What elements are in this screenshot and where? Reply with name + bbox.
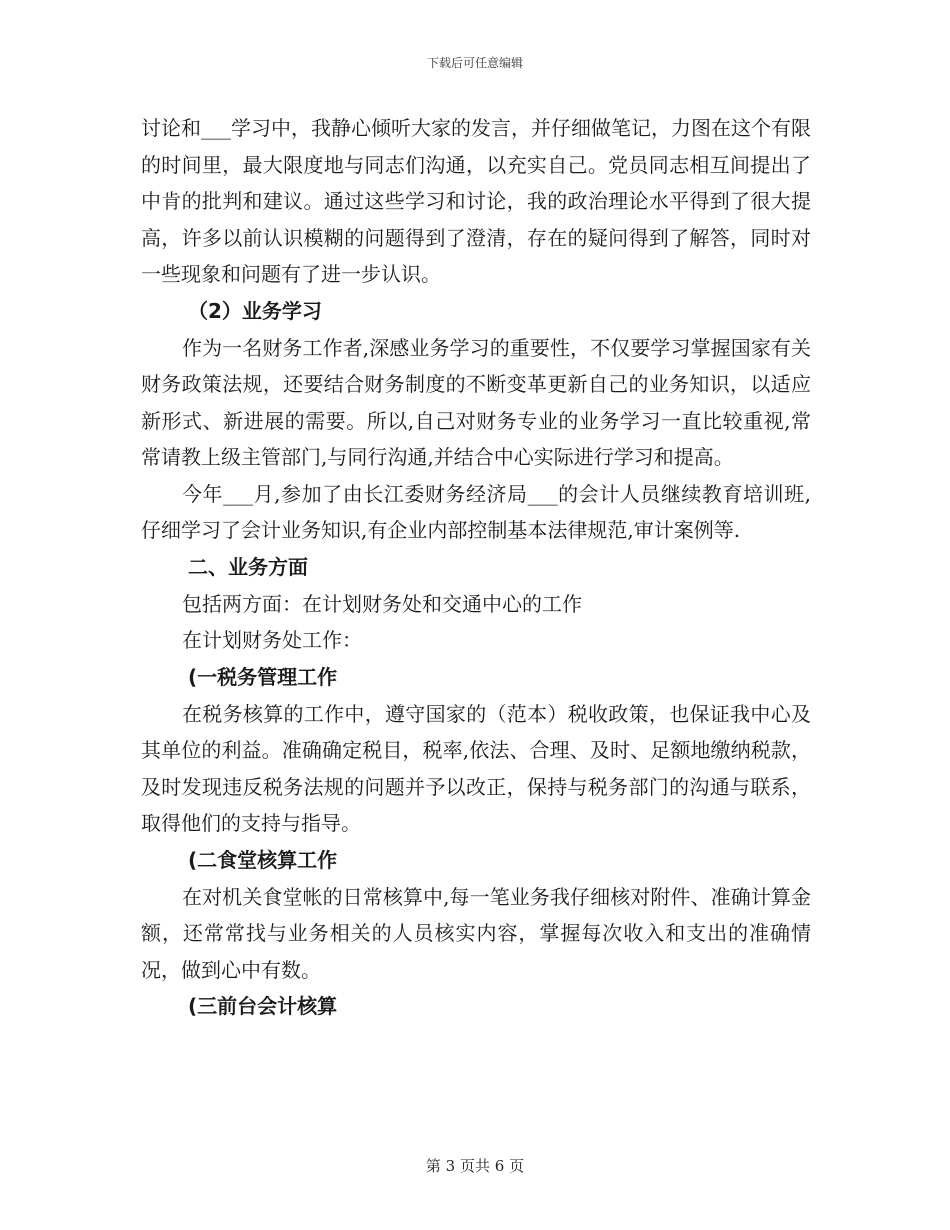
paragraph: 在税务核算的工作中，遵守国家的（范本）税收政策，也保证我中心及其单位的利益。准确确定税目，税率,依法、合理、及时、足额地缴纳税款，及时发现违反税务法规的问题并予以改正，保持与税务部门的沟通与联系，取得他们的支持与指导。 xyxy=(141,701,811,835)
paragraph: 在对机关食堂帐的日常核算中,每一笔业务我仔细核对附件、准确计算金额，还常常找与业务相关的人员核实内容，掌握每次收入和支出的准确情况，做到心中有数。 xyxy=(141,884,811,982)
paragraph: 在计划财务处工作： xyxy=(182,628,362,652)
section-heading: 二、业务方面 xyxy=(188,554,308,579)
page-footer: 第 3 页共 6 页 xyxy=(425,1157,525,1175)
subsection-heading: (一税务管理工作 xyxy=(188,664,338,689)
document-body xyxy=(141,110,811,1025)
paragraph: 包括两方面：在计划财务处和交通中心的工作 xyxy=(182,591,582,616)
paragraph: 作为一名财务工作者,深感业务学习的重要性，不仅要学习掌握国家有关财务政策法规，还要结合财务制度的不断变革更新自己的业务知识，以适应新形式、新进展的需要。所以,自己对财务专业的业务学习一直比较重视,常常请教上级主管部门,与同行沟通,并结合中心实际进行学习和提高。 xyxy=(141,335,811,469)
page-header: 下载后可任意编辑 xyxy=(426,56,523,70)
section-heading: （2）业务学习 xyxy=(188,298,322,323)
paragraph: 讨论和___学习中，我静心倾听大家的发言，并仔细做笔记，力图在这个有限的时间里，最大限度地与同志们沟通，以充实自己。党员同志相互间提出了中肯的批判和建议。通过这些学习和讨论，我的政治理论水平得到了很大提高，许多以前认识模糊的问题得到了澄清，存在的疑问得到了解答，同时对一些现象和问题有了进一步认识。 xyxy=(141,116,811,286)
paragraph: 今年___月,参加了由长江委财务经济局___的会计人员继续教育培训班,仔细学习了会计业务知识,有企业内部控制基本法律规范,审计案例等. xyxy=(141,481,811,542)
subsection-heading: (二食堂核算工作 xyxy=(188,847,338,872)
subsection-heading: (三前台会计核算 xyxy=(188,994,338,1018)
